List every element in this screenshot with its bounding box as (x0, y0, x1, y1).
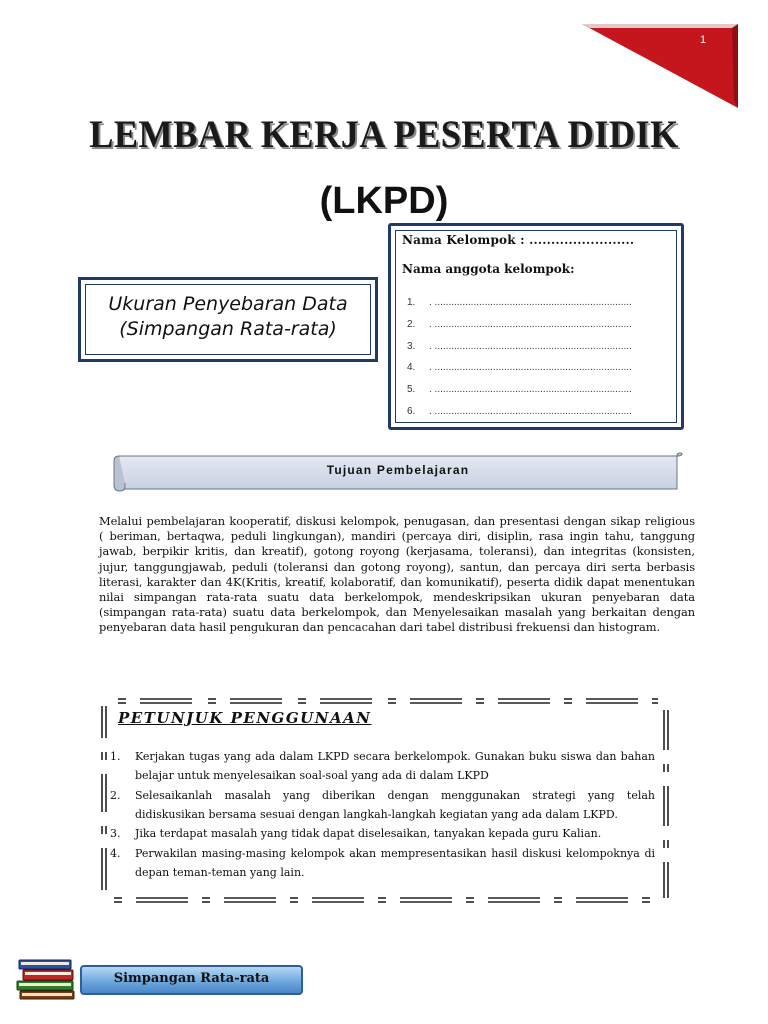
member-line[interactable] (407, 297, 647, 308)
member-line[interactable] (407, 384, 647, 395)
member-blank: . ....................................................................... (429, 362, 632, 373)
instruction-item (110, 786, 655, 824)
member-number: 5. (407, 384, 416, 395)
instruction-item (110, 824, 655, 843)
topic-box (78, 277, 378, 362)
instruction-text: Jika terdapat masalah yang tidak dapat diselesaikan, tanyakan kepada guru Kalian. (135, 827, 602, 840)
objectives-paragraph: Melalui pembelajaran kooperatif, diskusi kelompok, penugasan, dan presentasi dengan sikap religious ( beriman, bertaqwa, peduli lingkungan), mandiri (percaya diri, disiplin, rasa ingin tahu, tanggung jawab, berpikir kritis, dan kreatif), gotong royong (kerjasama, toleransi), dan integritas (konsisten, jujur, tanggungjawab, peduli (toleransi dan gotong royong), santun, dan percaya diri serta berbasis literasi, karakter dan 4K(Kritis, kreatif, kolaboratif, dan komunikatif), peserta didik dapat menentukan nilai simpangan rata-rata suatu data berkelompok, mendeskripsikan ukuran penyebaran data (simpangan rata-rata) suatu data berkelompok, dan Menyelesaikan masalah yang berkaitan dengan penyebaran data hasil pengukuran dan pencacahan dari tabel distribusi frekuensi dan histogram. (99, 514, 695, 635)
instruction-number: 3. (110, 827, 121, 840)
member-line[interactable] (407, 406, 647, 417)
objectives-heading: Tujuan Pembelajaran (326, 463, 470, 477)
instruction-item (110, 844, 655, 882)
instruction-number: 1. (110, 750, 121, 763)
member-line[interactable] (407, 362, 647, 373)
member-blank: . ....................................................................... (429, 341, 632, 352)
member-number: 3. (407, 341, 416, 352)
member-blank: . ....................................................................... (429, 406, 632, 417)
page-number: 1 (700, 34, 707, 46)
group-members-label: Nama anggota kelompok: (402, 262, 575, 276)
footer-label: Simpangan Rata-rata (113, 971, 270, 986)
group-name-field[interactable]: Nama Kelompok : ........................ (402, 233, 635, 247)
member-number: 4. (407, 362, 416, 373)
instruction-number: 4. (110, 847, 121, 860)
member-blank: . ....................................................................... (429, 384, 632, 395)
instruction-item (110, 747, 655, 785)
member-blank: . ....................................................................... (429, 319, 632, 330)
page-subtitle: (LKPD) (319, 180, 449, 222)
member-blank: . ....................................................................... (429, 297, 632, 308)
member-number: 2. (407, 319, 416, 330)
page-corner-decoration (578, 20, 740, 110)
instruction-text: Perwakilan masing-masing kelompok akan mempresentasikan hasil diskusi kelompoknya di depan teman-teman yang lain. (135, 847, 655, 879)
member-number: 1. (407, 297, 416, 308)
instruction-text: Kerjakan tugas yang ada dalam LKPD secara berkelompok. Gunakan buku siswa dan bahan belajar untuk menyelesaikan soal-soal yang ada di dalam LKPD (135, 750, 655, 782)
topic-title: Ukuran Penyebaran Data (108, 293, 348, 315)
page-title: LEMBAR KERJA PESERTA DIDIK (89, 113, 679, 156)
topic-subtitle: (Simpangan Rata-rata) (119, 318, 337, 340)
instruction-text: Selesaikanlah masalah yang diberikan dengan menggunakan strategi yang telah didiskusikan bersama sesuai dengan langkah-langkah kegiatan yang ada dalam LKPD. (135, 789, 655, 821)
member-number: 6. (407, 406, 416, 417)
member-line[interactable] (407, 341, 647, 352)
instructions-title: PETUNJUK PENGGUNAAN (118, 709, 372, 727)
instruction-number: 2. (110, 789, 121, 802)
member-line[interactable] (407, 319, 647, 330)
books-icon (14, 955, 80, 1003)
